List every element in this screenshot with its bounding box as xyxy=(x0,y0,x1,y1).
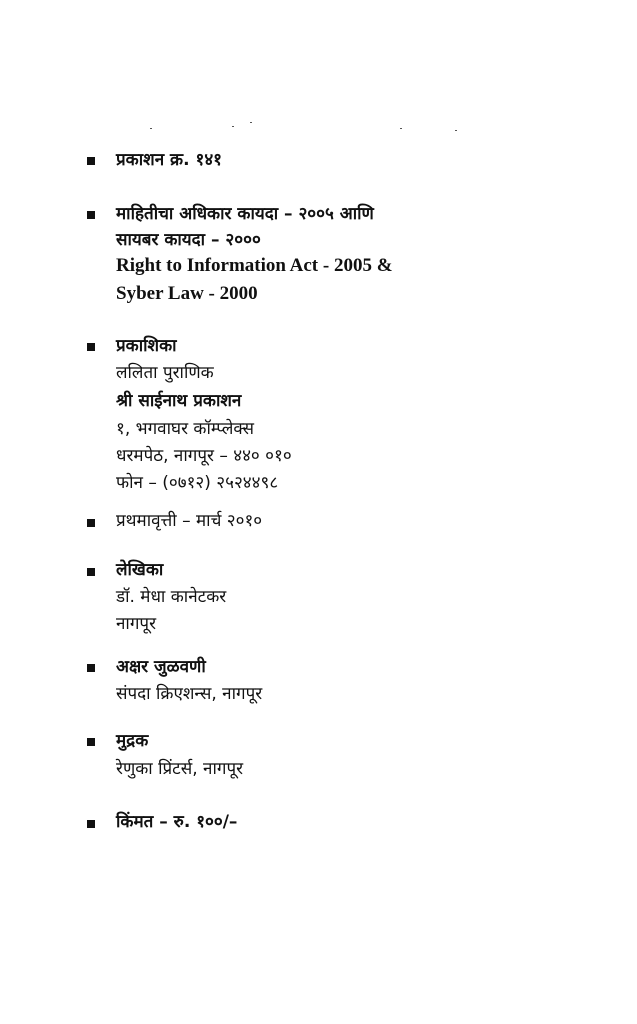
bullet-icon xyxy=(87,820,95,828)
publishing-house: श्री साईनाथ प्रकाशन xyxy=(116,391,242,411)
speck xyxy=(455,130,457,131)
title-marathi-line2: सायबर कायदा – २००० xyxy=(116,230,261,250)
bullet-icon xyxy=(87,343,95,351)
author-city: नागपूर xyxy=(116,614,157,634)
bullet-icon xyxy=(87,738,95,746)
typesetting-value: संपदा क्रिएशन्स, नागपूर xyxy=(116,684,263,704)
author-name: डॉ. मेधा कानेटकर xyxy=(116,587,227,607)
author-heading: लेखिका xyxy=(116,560,164,580)
printer-value: रेणुका प्रिंटर्स, नागपूर xyxy=(116,759,244,779)
bullet-icon xyxy=(87,519,95,527)
publication-number: प्रकाशन क्र. १४१ xyxy=(116,150,222,170)
printer-heading: मुद्रक xyxy=(116,731,149,751)
publisher-address1: १, भगवाघर कॉम्प्लेक्स xyxy=(116,419,255,439)
typesetting-heading: अक्षर जुळवणी xyxy=(116,657,206,677)
bullet-icon xyxy=(87,157,95,165)
title-marathi-line1: माहितीचा अधिकार कायदा – २००५ आणि xyxy=(116,204,374,224)
publisher-heading: प्रकाशिका xyxy=(116,336,177,356)
speck xyxy=(250,122,252,123)
bullet-icon xyxy=(87,568,95,576)
title-english-line2: Syber Law - 2000 xyxy=(116,283,258,304)
publisher-name: ललिता पुराणिक xyxy=(116,363,214,383)
bullet-icon xyxy=(87,211,95,219)
bullet-icon xyxy=(87,664,95,672)
publisher-phone: फोन – (०७१२) २५२४४९८ xyxy=(116,473,279,493)
speck xyxy=(400,128,402,129)
speck xyxy=(150,128,152,129)
title-english-line1: Right to Information Act - 2005 & xyxy=(116,255,393,276)
price: किंमत – रु. १००/– xyxy=(116,812,238,832)
speck xyxy=(232,126,234,127)
publisher-address2: धरमपेठ, नागपूर – ४४० ०१० xyxy=(116,446,292,466)
edition: प्रथमावृत्ती – मार्च २०१० xyxy=(116,511,263,531)
